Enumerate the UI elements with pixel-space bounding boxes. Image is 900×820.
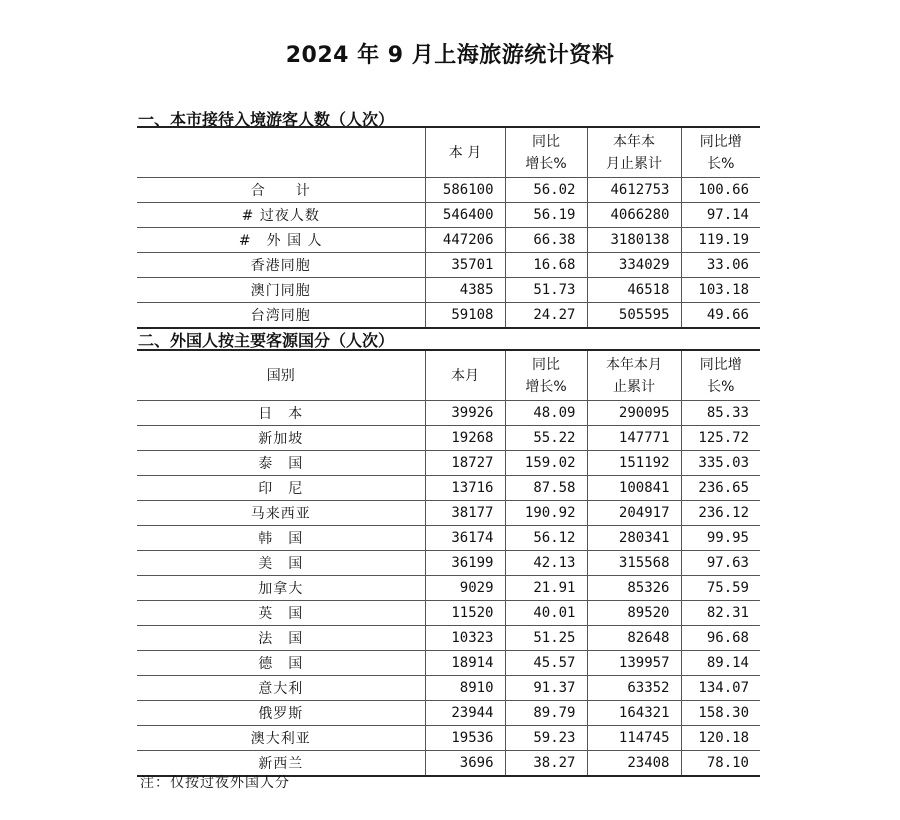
- cell-ytd-yoy: 97.14: [681, 203, 760, 228]
- cell-month: 8910: [425, 676, 505, 701]
- cell-ytd-yoy: 158.30: [681, 701, 760, 726]
- row-label: 台湾同胞: [137, 303, 425, 329]
- cell-ytd-yoy: 125.72: [681, 426, 760, 451]
- cell-ytd-yoy: 97.63: [681, 551, 760, 576]
- cell-yoy: 66.38: [505, 228, 587, 253]
- table-row: [137, 626, 760, 651]
- cell-ytd-yoy: 85.33: [681, 401, 760, 426]
- row-label: 印 尼: [137, 476, 425, 501]
- row-label: 合 计: [137, 178, 425, 203]
- row-label: 美 国: [137, 551, 425, 576]
- column-header: 同比增 长%: [681, 127, 760, 178]
- cell-month: 59108: [425, 303, 505, 329]
- cell-month: 23944: [425, 701, 505, 726]
- cell-month: 11520: [425, 601, 505, 626]
- cell-yoy: 21.91: [505, 576, 587, 601]
- cell-month: 586100: [425, 178, 505, 203]
- cell-yoy: 55.22: [505, 426, 587, 451]
- cell-month: 19536: [425, 726, 505, 751]
- cell-ytd: 151192: [587, 451, 681, 476]
- cell-yoy: 16.68: [505, 253, 587, 278]
- column-header: 同比增 长%: [681, 350, 760, 401]
- table-row: [137, 253, 760, 278]
- cell-ytd: 89520: [587, 601, 681, 626]
- table-row: [137, 576, 760, 601]
- column-header: 同比 增长%: [505, 350, 587, 401]
- cell-ytd-yoy: 335.03: [681, 451, 760, 476]
- cell-ytd: 334029: [587, 253, 681, 278]
- table-row: [137, 178, 760, 203]
- row-label: 日 本: [137, 401, 425, 426]
- cell-month: 36199: [425, 551, 505, 576]
- column-header: [137, 127, 425, 178]
- cell-ytd-yoy: 236.65: [681, 476, 760, 501]
- column-header: 本月: [425, 350, 505, 401]
- cell-ytd-yoy: 236.12: [681, 501, 760, 526]
- table-row: [137, 278, 760, 303]
- table-row: [137, 601, 760, 626]
- cell-ytd-yoy: 89.14: [681, 651, 760, 676]
- cell-month: 39926: [425, 401, 505, 426]
- footnote: 注：仅按过夜外国人分: [140, 775, 290, 791]
- cell-yoy: 51.73: [505, 278, 587, 303]
- cell-yoy: 190.92: [505, 501, 587, 526]
- table-row: [137, 651, 760, 676]
- cell-yoy: 89.79: [505, 701, 587, 726]
- cell-month: 18727: [425, 451, 505, 476]
- table-header-row: [137, 350, 760, 401]
- cell-ytd: 280341: [587, 526, 681, 551]
- row-label: 韩 国: [137, 526, 425, 551]
- row-label: 法 国: [137, 626, 425, 651]
- cell-ytd-yoy: 103.18: [681, 278, 760, 303]
- column-header: 本 月: [425, 127, 505, 178]
- cell-yoy: 42.13: [505, 551, 587, 576]
- table-row: [137, 303, 760, 329]
- cell-yoy: 59.23: [505, 726, 587, 751]
- row-label: # 外 国 人: [137, 228, 425, 253]
- row-label: 意大利: [137, 676, 425, 701]
- row-label: 新加坡: [137, 426, 425, 451]
- row-label: 泰 国: [137, 451, 425, 476]
- cell-ytd-yoy: 119.19: [681, 228, 760, 253]
- table-row: [137, 203, 760, 228]
- table-row: [137, 526, 760, 551]
- cell-ytd-yoy: 96.68: [681, 626, 760, 651]
- cell-ytd: 82648: [587, 626, 681, 651]
- column-header: 本年本月 止累计: [587, 350, 681, 401]
- table-header-row: [137, 127, 760, 178]
- table-row: [137, 228, 760, 253]
- row-label: 英 国: [137, 601, 425, 626]
- cell-ytd: 4066280: [587, 203, 681, 228]
- cell-ytd: 147771: [587, 426, 681, 451]
- table-row: [137, 726, 760, 751]
- cell-ytd: 46518: [587, 278, 681, 303]
- cell-ytd: 290095: [587, 401, 681, 426]
- cell-ytd-yoy: 78.10: [681, 751, 760, 777]
- cell-ytd: 23408: [587, 751, 681, 777]
- cell-yoy: 56.19: [505, 203, 587, 228]
- cell-month: 9029: [425, 576, 505, 601]
- column-header: 国别: [137, 350, 425, 401]
- cell-ytd: 100841: [587, 476, 681, 501]
- cell-ytd-yoy: 75.59: [681, 576, 760, 601]
- cell-ytd: 4612753: [587, 178, 681, 203]
- cell-ytd-yoy: 49.66: [681, 303, 760, 329]
- row-label: 香港同胞: [137, 253, 425, 278]
- cell-yoy: 48.09: [505, 401, 587, 426]
- row-label: # 过夜人数: [137, 203, 425, 228]
- row-label: 德 国: [137, 651, 425, 676]
- cell-month: 13716: [425, 476, 505, 501]
- cell-ytd-yoy: 120.18: [681, 726, 760, 751]
- table-row: [137, 701, 760, 726]
- cell-month: 10323: [425, 626, 505, 651]
- cell-ytd: 63352: [587, 676, 681, 701]
- cell-yoy: 45.57: [505, 651, 587, 676]
- column-header: 本年本 月止累计: [587, 127, 681, 178]
- cell-yoy: 56.02: [505, 178, 587, 203]
- cell-yoy: 56.12: [505, 526, 587, 551]
- table-row: [137, 501, 760, 526]
- section1-heading: 一、本市接待入境游客人数（人次）: [138, 110, 395, 129]
- cell-month: 4385: [425, 278, 505, 303]
- cell-ytd: 3180138: [587, 228, 681, 253]
- cell-yoy: 51.25: [505, 626, 587, 651]
- cell-month: 38177: [425, 501, 505, 526]
- cell-month: 546400: [425, 203, 505, 228]
- cell-ytd-yoy: 82.31: [681, 601, 760, 626]
- foreign-visitors-by-country-table: [137, 349, 760, 777]
- row-label: 俄罗斯: [137, 701, 425, 726]
- cell-ytd: 139957: [587, 651, 681, 676]
- cell-yoy: 38.27: [505, 751, 587, 777]
- row-label: 马来西亚: [137, 501, 425, 526]
- cell-month: 447206: [425, 228, 505, 253]
- cell-yoy: 159.02: [505, 451, 587, 476]
- row-label: 澳门同胞: [137, 278, 425, 303]
- cell-month: 36174: [425, 526, 505, 551]
- cell-ytd-yoy: 99.95: [681, 526, 760, 551]
- section2-heading: 二、外国人按主要客源国分（人次）: [138, 331, 395, 350]
- cell-month: 3696: [425, 751, 505, 777]
- row-label: 新西兰: [137, 751, 425, 777]
- row-label: 加拿大: [137, 576, 425, 601]
- table-row: [137, 551, 760, 576]
- cell-ytd: 315568: [587, 551, 681, 576]
- cell-yoy: 24.27: [505, 303, 587, 329]
- table-row: [137, 401, 760, 426]
- cell-ytd: 204917: [587, 501, 681, 526]
- cell-ytd-yoy: 134.07: [681, 676, 760, 701]
- cell-yoy: 40.01: [505, 601, 587, 626]
- table-row: [137, 426, 760, 451]
- page-title: 2024 年 9 月上海旅游统计资料: [285, 43, 615, 68]
- cell-ytd-yoy: 33.06: [681, 253, 760, 278]
- column-header: 同比 增长%: [505, 127, 587, 178]
- table-row: [137, 476, 760, 501]
- cell-ytd: 164321: [587, 701, 681, 726]
- table-row: [137, 676, 760, 701]
- cell-month: 35701: [425, 253, 505, 278]
- table-row: [137, 451, 760, 476]
- cell-ytd: 505595: [587, 303, 681, 329]
- cell-yoy: 87.58: [505, 476, 587, 501]
- cell-ytd-yoy: 100.66: [681, 178, 760, 203]
- cell-yoy: 91.37: [505, 676, 587, 701]
- cell-month: 19268: [425, 426, 505, 451]
- row-label: 澳大利亚: [137, 726, 425, 751]
- cell-month: 18914: [425, 651, 505, 676]
- cell-ytd: 85326: [587, 576, 681, 601]
- inbound-visitors-table: [137, 126, 760, 329]
- cell-ytd: 114745: [587, 726, 681, 751]
